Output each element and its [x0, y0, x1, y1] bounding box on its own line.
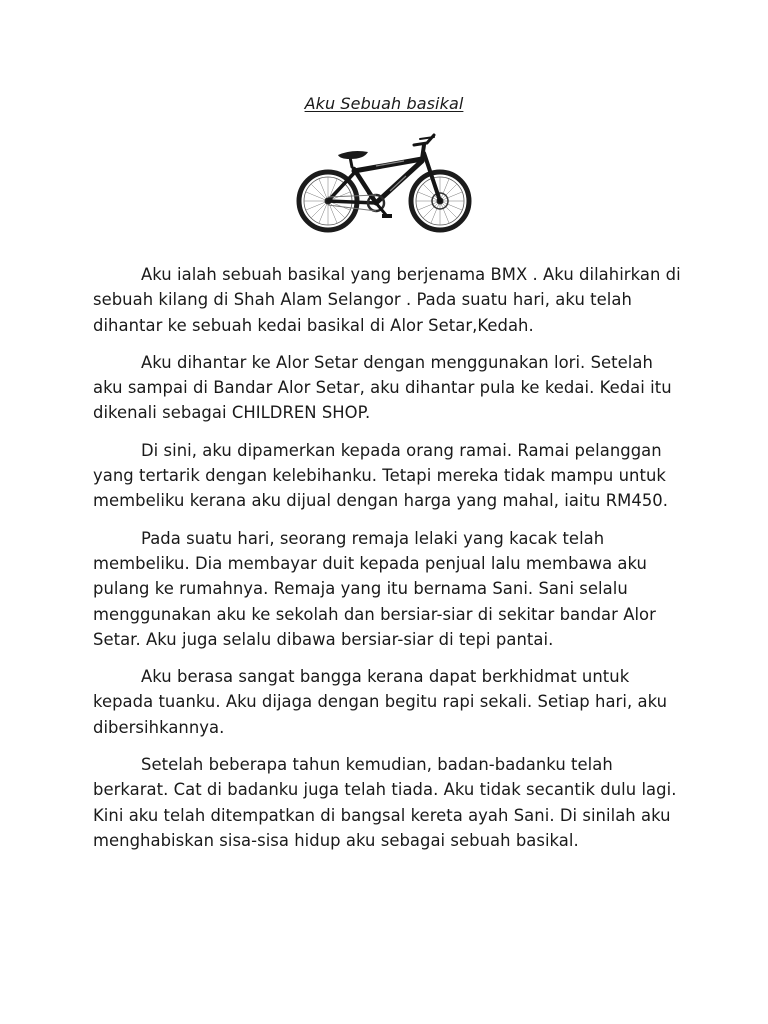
- bicycle-seat: [338, 151, 368, 159]
- paragraph: Setelah beberapa tahun kemudian, badan-badanku telah berkarat. Cat di badanku juga telah tiada. Aku tidak secantik dulu lagi. Kini aku telah ditempatkan di bangsal kereta ayah Sani. Di sinilah aku menghabiskan sisa-sisa hidup aku sebagai sebuah basikal.: [93, 755, 677, 850]
- essay-body: [93, 262, 683, 865]
- bicycle-frame: [328, 135, 440, 203]
- bmx-bicycle-icon: [294, 131, 476, 241]
- crank-set: [368, 193, 392, 218]
- paragraph: Pada suatu hari, seorang remaja lelaki yang kacak telah membeliku. Dia membayar duit kepada penjual lalu membawa aku pulang ke rumahnya. Remaja yang itu bernama Sani. Sani selalu menggunakan aku ke sekolah dan bersiar-siar di sekitar bandar Alor Setar. Aku juga selalu dibawa bersiar-siar di tepi pantai.: [93, 528, 656, 649]
- paragraph: Aku dihantar ke Alor Setar dengan menggunakan lori. Setelah aku sampai di Bandar Alor Setar, aku dihantar pula ke kedai. Kedai itu dikenali sebagai CHILDREN SHOP.: [93, 352, 672, 423]
- paragraph: Di sini, aku dipamerkan kepada orang ramai. Ramai pelanggan yang tertarik dengan kelebihanku. Tetapi mereka tidak mampu untuk membeliku kerana aku dijual dengan harga yang mahal, iaitu RM450.: [93, 440, 669, 511]
- paragraph: Aku ialah sebuah basikal yang berjenama BMX . Aku dilahirkan di sebuah kilang di Shah Alam Selangor . Pada suatu hari, aku telah dihantar ke sebuah kedai basikal di Alor Setar,Kedah.: [93, 265, 681, 335]
- page-title: Aku Sebuah basikal: [304, 94, 464, 113]
- paragraph: Aku berasa sangat bangga kerana dapat berkhidmat untuk kepada tuanku. Aku dijaga dengan begitu rapi sekali. Setiap hari, aku dibersihkannya.: [93, 667, 668, 737]
